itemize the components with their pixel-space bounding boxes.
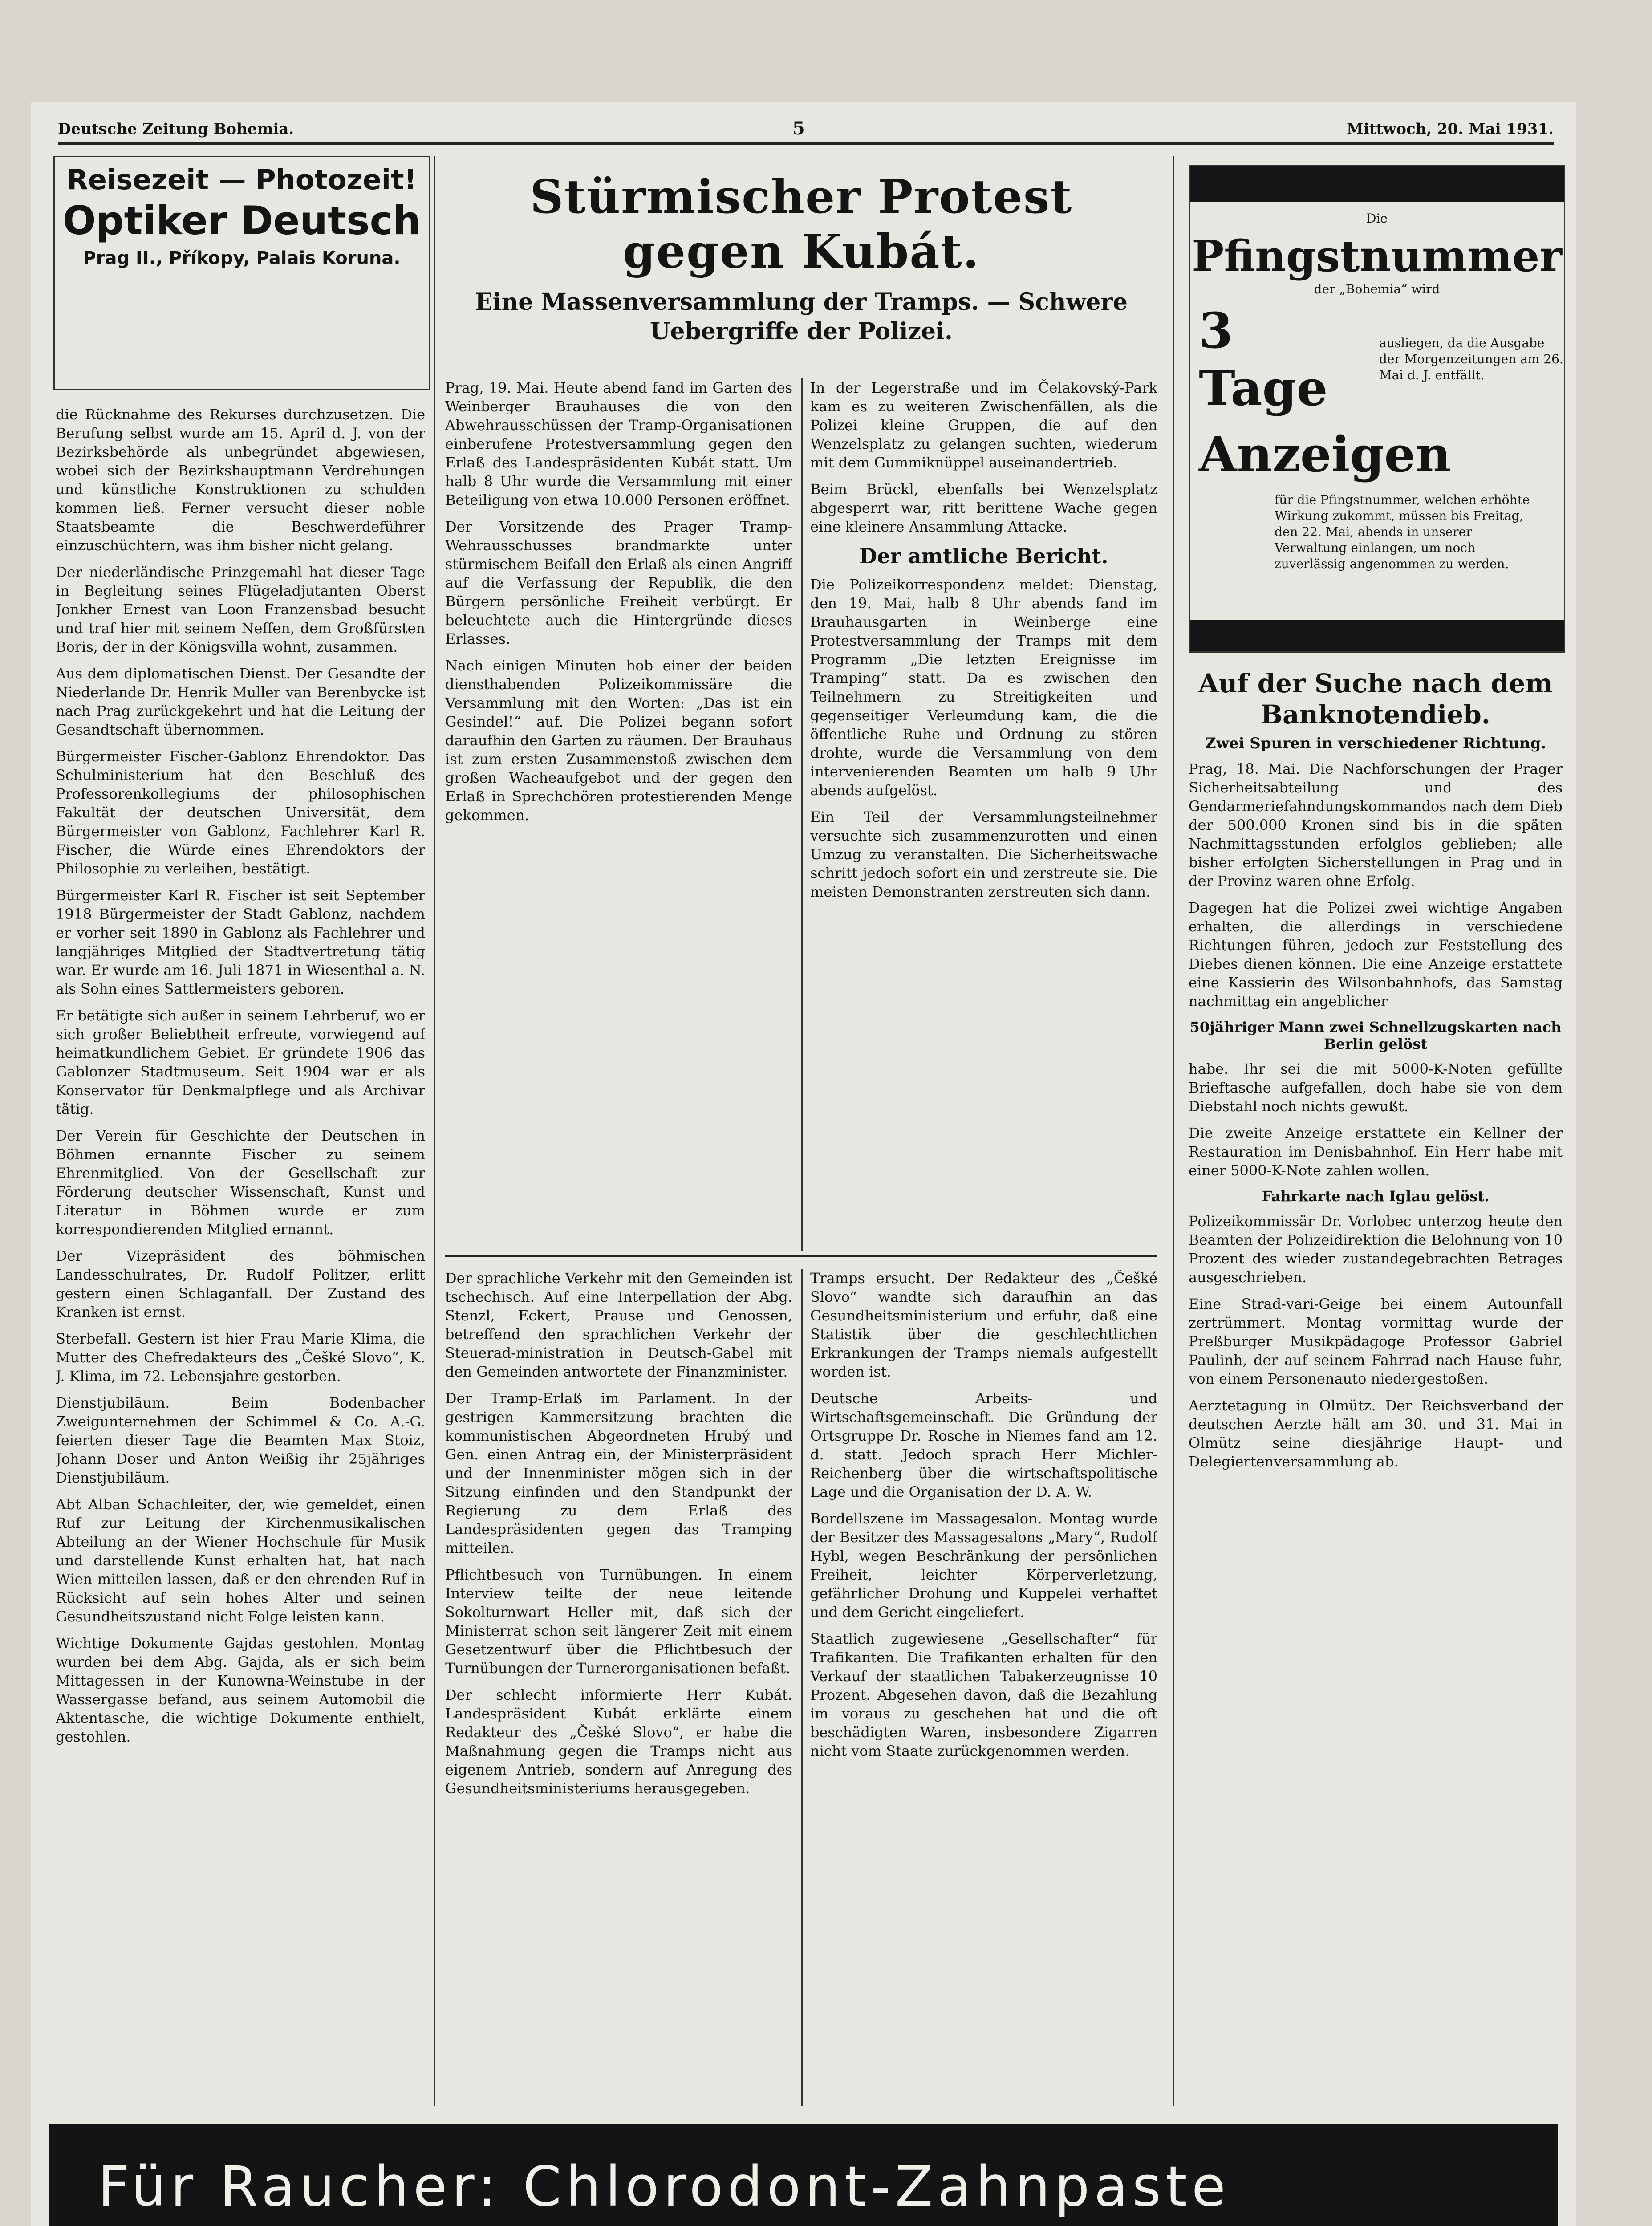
- article-paragraph: Bürgermeister Fischer-Gablonz Ehrendoktor. Das Schulministerium hat den Beschluß des Professorenkollegiums der philosophischen Fakultät der deutschen Universität, dem Bürgermeister von Gablonz, Fachlehrer Karl R. Fischer, die Würde eines Ehrendoktors der Philosophie zu verleihen, bestätigt.: [56, 748, 425, 877]
- column-2: [445, 378, 792, 1247]
- article-paragraph: Der Vizepräsident des böhmischen Landesschulrates, Dr. Rudolf Politzer, erlitt gestern einen Schlaganfall. Der Zustand des Kranken ist ernst.: [56, 1247, 425, 1320]
- column-3: [810, 378, 1157, 1247]
- pfingst-text2: für die Pfingstnummer, welchen erhöhte Wirkung zukommt, müssen bis Freitag, den 22. Mai, abends in unserer Verwaltung einlangen, um noch zuverlässig angenommen zu werden.: [1275, 492, 1530, 571]
- section-rule: [445, 1255, 1157, 1257]
- optiker-name: Optiker Deutsch: [62, 198, 421, 244]
- headline-title: Stürmischer Protest gegen Kubát.: [530, 169, 1073, 279]
- article-paragraph: Eine Strad-vari-Geige bei einem Autounfall zertrümmert. Montag vormittag wurde der Preßburger Musikpädagoge Professor Gabriel Paulinh, der auf seinem Fahrrad nach Hause fuhr, von einem Personenauto niedergestoßen.: [1189, 1296, 1563, 1387]
- article-subhead: Fahrkarte nach Iglau gelöst.: [1262, 1188, 1490, 1205]
- article-paragraph: Aus dem diplomatischen Dienst. Der Gesandte der Niederlande Dr. Henrik Muller van Berenbycke ist nach Prag zurückgekehrt und hat die Leitung der Gesandtschaft übernommen.: [56, 665, 425, 738]
- article-paragraph: Dagegen hat die Polizei zwei wichtige Angaben erhalten, die allerdings in verschiedene Richtungen führen, jedoch zur Feststellung des Diebes dienen können. Die eine Anzeige erstattete eine Kassierin des Wilsonbahnhofs, das Samstag nachmittag ein angeblicher: [1189, 899, 1563, 1010]
- newspaper-page: [31, 102, 1576, 2226]
- article-paragraph: Staatlich zugewiesene „Gesellschafter“ für Trafikanten. Die Trafikanten erhalten für den Verkauf der staatlichen Tabakerzeugnisse 10 Prozent. Abgesehen davon, daß die Bezahlung im voraus zu geschehen hat und die oft beschädigten Waren, insbesondere Zigarren nicht vom Staate zurückgenommen werden.: [810, 1630, 1157, 1759]
- article-paragraph: Nach einigen Minuten hob einer der beiden diensthabenden Polizeikommissäre die Versammlung mit den Worten: „Das ist ein Gesindel!“ auf. Die Polizei begann sofort daraufhin den Garten zu räumen. Der Brauhaus ist zum ersten Zusammenstoß zwischen dem großen Wacheaufgebot und der gegen den Erlaß in Sprechchören protestierenden Menge gekommen.: [445, 657, 792, 824]
- issue-date: Mittwoch, 20. Mai 1931.: [1347, 120, 1554, 138]
- article-paragraph: In der Legerstraße und im Čelakovský-Park kam es zu weiteren Zwischenfällen, als die Polizei kleine Gruppen, die auf den Wenzelsplatz zu gelangen suchten, wiederum mit dem Gummiknüppel auseinandertrieb.: [810, 379, 1157, 471]
- pfingst-ads: Anzeigen: [1199, 426, 1451, 483]
- article-paragraph: Die Polizeikorrespondenz meldet: Dienstag, den 19. Mai, halb 8 Uhr abends fand im Brauhausgarten in Weinberge eine Protestversammlung der Tramps mit dem Programm „Die letzten Ereignisse im Tramping“ statt. Da es zwischen den Teilnehmern zu Streitigkeiten und gegenseitiger Verleumdung kam, die die öffentliche Ruhe und Ordnung zu stören drohte, wurde die Versammlung von dem intervenierenden Beamten um halb 9 Uhr abends aufgelöst.: [810, 576, 1157, 799]
- ad-top-bar: [1190, 166, 1564, 202]
- article-paragraph: die Rücknahme des Rekurses durchzusetzen. Die Berufung selbst wurde am 15. April d. J. von der Bezirksbehörde als unbegründet abgewiesen, wobei sich der Bezirkshauptmann Verdrehungen und künstliche Konstruktionen zu schulden kommen ließ. Ferner versucht dieser noble Staatsbeamte die Beschwerdeführer einzuschüchtern, was ihm bisher nicht gelang.: [56, 406, 425, 554]
- column-3-lower: [810, 1269, 1157, 2106]
- article-paragraph: Wichtige Dokumente Gajdas gestohlen. Montag wurden bei dem Abg. Gajda, als er sich beim Mittagessen in der Kunowna-Weinstube in der Wassergasse befand, aus seinem Automobil die Aktentasche, die wichtige Dokumente enthielt, gestohlen.: [56, 1635, 425, 1745]
- pfingst-days: 3 Tage: [1199, 302, 1328, 417]
- article-paragraph: Der Vorsitzende des Prager Tramp-Wehrausschusses brandmarkte unter stürmischem Beifall den Erlaß als einen Angriff auf die Verfassung der Republik, die den Bürgern persönliche Freiheit verbürgt. Er beleuchtete auch die Hintergründe dieses Erlasses.: [445, 518, 792, 647]
- column-rule: [801, 1269, 803, 2106]
- running-header: [58, 116, 1554, 145]
- article-paragraph: Polizeikommissär Dr. Vorlobec unterzog heute den Beamten der Polizeidirektion die Belohnung von 10 Prozent des wieder zustandegebrachten Betrages ausgeschrieben.: [1189, 1213, 1563, 1286]
- pfingst-of: der „Bohemia“ wird: [1314, 282, 1440, 297]
- column-4: [1189, 668, 1563, 2106]
- main-headline: [454, 169, 1149, 346]
- ad-bottom-bar: [1190, 620, 1564, 651]
- pfingst-title: Pfingstnummer: [1192, 231, 1562, 281]
- newspaper-name: Deutsche Zeitung Bohemia.: [58, 120, 294, 138]
- article-paragraph: Er betätigte sich außer in seinem Lehrberuf, wo er sich großer Beliebtheit erfreute, vorwiegend auf heimatkundlichem Gebiet. Er gründete 1906 das Gablonzer Stadtmuseum. Seit 1904 war er als Konservator für Denkmalpflege und als Archivar tätig.: [56, 1007, 425, 1117]
- column-2-lower: [445, 1269, 792, 2106]
- article-paragraph: Der sprachliche Verkehr mit den Gemeinden ist tschechisch. Auf eine Interpellation der Abg. Stenzl, Eckert, Prause und Genossen, betreffend den sprachlichen Verkehr der Steuerad-ministration in Deutsch-Gabel mit den Gemeinden antwortete der Finanzminister.: [445, 1270, 792, 1380]
- article-paragraph: Der schlecht informierte Herr Kubát. Landespräsident Kubát erklärte einem Redakteur des „Češké Slovo“, er habe die Maßnahmung gegen die Tramps nicht aus eigenem Antrieb, sondern auf Anregung des Gesundheitsministeriums herausgegeben.: [445, 1686, 792, 1797]
- article-paragraph: Die zweite Anzeige erstattete ein Kellner der Restauration im Denisbahnhof. Ein Herr habe mit einer 5000-K-Note zahlen wollen.: [1189, 1125, 1563, 1179]
- article-paragraph: Der Verein für Geschichte der Deutschen in Böhmen ernannte Fischer zu seinem Ehrenmitglied. Von der Gesellschaft zur Förderung deutscher Wissenschaft, Kunst und Literatur in Böhmen wurde er zum korrespondierenden Mitglied ernannt.: [56, 1127, 425, 1238]
- column-rule: [1173, 156, 1174, 2106]
- article-subhead: 50jähriger Mann zwei Schnellzugskarten nach Berlin gelöst: [1189, 1019, 1562, 1052]
- article-paragraph: Ein Teil der Versammlungsteilnehmer versuchte sich zusammenzurotten und einen Umzug zu veranstalten. Die Sicherheitswache schritt jedoch sofort ein und zerstreute sie. Die meisten Demonstranten zerstreuten sich dann.: [810, 808, 1157, 900]
- ad-headline: Für Raucher: Chlorodont-Zahnpaste: [98, 2155, 1230, 2219]
- article-paragraph: Aerztetagung in Olmütz. Der Reichsverband der deutschen Aerzte hält am 30. und 31. Mai in Olmütz seine diesjährige Haupt- und Delegiertenversammlung ab.: [1189, 1397, 1563, 1470]
- column-1: [56, 405, 425, 2106]
- pfingstnummer-ad: [1189, 165, 1565, 653]
- section-subhead: Der amtliche Bericht.: [859, 544, 1108, 568]
- article-paragraph: Abt Alban Schachleiter, der, wie gemeldet, einen Ruf zur Leitung der Kirchenmusikalischen Abteilung an der Wiener Hochschule für Musik und darstellende Kunst erhalten hat, hat nach Wien mitteilen lassen, daß er den ehrenden Ruf in Rücksicht auf sein hohes Alter und seinen Gesundheitszustand nicht Folge leisten kann.: [56, 1496, 425, 1625]
- article-paragraph: Dienstjubiläum. Beim Bodenbacher Zweigunternehmen der Schimmel & Co. A.-G. feierten dieser Tage die Beamten Max Stoiz, Johann Doser und Anton Weißig ihr 25jähriges Dienstjubiläum.: [56, 1394, 425, 1486]
- article-paragraph: Bürgermeister Karl R. Fischer ist seit September 1918 Bürgermeister der Stadt Gablonz, nachdem er vorher seit 1890 in Gablonz als Fachlehrer und langjähriges Mitglied der Stadtvertretung tätig war. Er wurde am 16. Juli 1871 in Wiesenthal a. N. als Sohn eines Sattlermeisters geboren.: [56, 887, 425, 997]
- article-paragraph: Beim Brückl, ebenfalls bei Wenzelsplatz abgesperrt war, ritt berittene Wache gegen eine kleinere Ansammlung Attacke.: [810, 481, 1157, 535]
- optiker-address: Prag II., Příkopy, Palais Koruna.: [83, 248, 401, 268]
- article-headline: Auf der Suche nach dem Banknotendieb.: [1198, 668, 1553, 730]
- page-number: 5: [792, 118, 805, 139]
- article-paragraph: Prag, 18. Mai. Die Nachforschungen der Prager Sicherheitsabteilung und des Gendarmeriefahndungskommandos nach dem Dieb der 500.000 Kronen sind bis in die späten Nachmittagsstunden erfolglos geblieben; alle bisher erfolgten Sicherstellungen in Prag und in der Provinz waren ohne Erfolg.: [1189, 760, 1563, 890]
- chlorodont-ad: [49, 2124, 1558, 2226]
- article-paragraph: Deutsche Arbeits- und Wirtschaftsgemeinschaft. Die Gründung der Ortsgruppe Dr. Rosche in Niemes fand am 12. d. statt. Jedoch sprach Herr Michler-Reichenberg über die wirtschaftspolitische Lage und die Organisation der D. A. W.: [810, 1390, 1157, 1500]
- pfingst-intro: Die: [1366, 211, 1388, 226]
- pfingst-text1: ausliegen, da die Ausgabe der Morgenzeitungen am 26. Mai d. J. entfällt.: [1379, 336, 1563, 382]
- article-paragraph: habe. Ihr sei die mit 5000-K-Noten gefüllte Brieftasche aufgefallen, doch habe sie von dem Diebstahl noch nichts gewußt.: [1189, 1060, 1563, 1115]
- article-paragraph: Tramps ersucht. Der Redakteur des „Češké Slovo“ wandte sich daraufhin an das Gesundheitsministerium und erfuhr, daß eine Statistik über die geschlechtlichen Erkrankungen der Tramps niemals aufgestellt worden ist.: [810, 1270, 1157, 1380]
- article-paragraph: Sterbefall. Gestern ist hier Frau Marie Klima, die Mutter des Chefredakteurs des „Češké Slovo“, K. J. Klima, im 72. Lebensjahre gestorben.: [56, 1330, 425, 1385]
- article-paragraph: Der Tramp-Erlaß im Parlament. In der gestrigen Kammersitzung brachten die kommunistischen Abgeordneten Hrubý und Gen. einen Antrag ein, der Ministerpräsident und der Innenminister mögen sich in der Sitzung einfinden und den Standpunkt der Regierung zu dem Erlaß des Landespräsidenten gegen das Tramping mitteilen.: [445, 1390, 792, 1556]
- article-paragraph: Prag, 19. Mai. Heute abend fand im Garten des Weinberger Brauhauses die von den Abwehrausschüssen der Tramp-Organisationen einberufene Protestversammlung gegen den Erlaß des Landespräsidenten Kubát statt. Um halb 8 Uhr wurde die Versammlung mit einer Beteiligung von etwa 10.000 Personen eröffnet.: [445, 379, 792, 508]
- column-rule: [801, 378, 803, 1251]
- article-paragraph: Pflichtbesuch von Turnübungen. In einem Interview teilte der neue leitende Sokolturnwart Heller mit, daß sich der Ministerrat schon seit längerer Zeit mit einem Gesetzentwurf über die Pflichtbesuch der Turnübungen der Turnerorganisationen befaßt.: [445, 1566, 792, 1677]
- article-paragraph: Der niederländische Prinzgemahl hat dieser Tage in Begleitung seines Flügeladjutanten Oberst Jonkher Ernest van Loon Franzensbad besucht und traf hier mit seinem Neffen, dem Großfürsten Boris, der in der Königsvilla wohnt, zusammen.: [56, 564, 425, 655]
- article-paragraph: Bordellszene im Massagesalon. Montag wurde der Besitzer des Massagesalons „Mary“, Rudolf Hybl, wegen Beschränkung der persönlichen Freiheit, leichter Körperverletzung, gefährlicher Drohung und Kuppelei verhaftet und dem Gericht eingeliefert.: [810, 1510, 1157, 1621]
- column-rule: [434, 156, 435, 2106]
- optiker-slogan: Reisezeit — Photozeit!: [67, 163, 417, 196]
- optiker-ad: [53, 156, 430, 390]
- headline-subtitle: Eine Massenversammlung der Tramps. — Schwere Uebergriffe der Polizei.: [475, 288, 1128, 345]
- article-subhead: Zwei Spuren in verschiedener Richtung.: [1205, 735, 1546, 752]
